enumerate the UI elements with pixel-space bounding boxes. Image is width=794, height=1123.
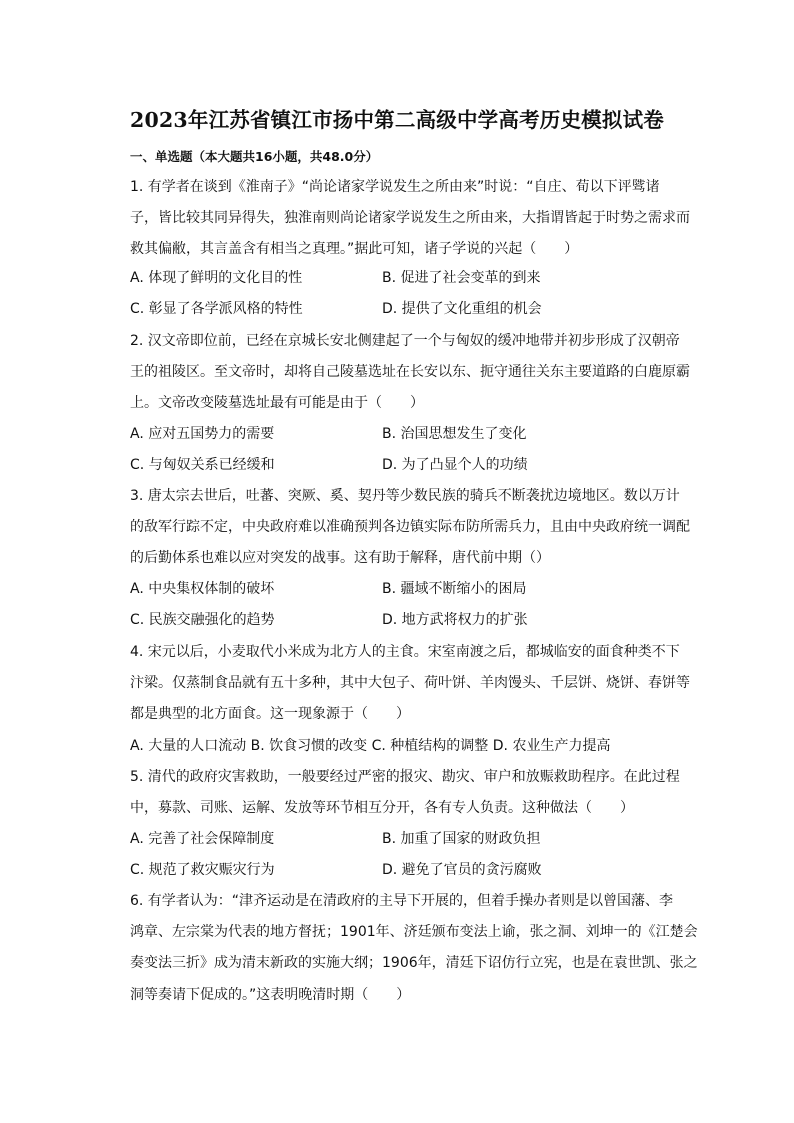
question-5-option-b[interactable]: B. 加重了国家的财政负担 xyxy=(382,831,541,847)
question-2-option-d[interactable]: D. 为了凸显个人的功绩 xyxy=(382,457,528,473)
question-3-option-b[interactable]: B. 疆域不断缩小的困局 xyxy=(382,581,527,597)
question-1-line-2: 子，皆比较其同异得失，独淮南则尚论诸家学说发生之所由来，大指谓皆起于时势之需求而 xyxy=(130,210,690,226)
question-2-line-3: 上。文帝改变陵墓选址最有可能是由于（ ） xyxy=(130,395,424,411)
question-5-line-2: 中，募款、司账、运解、发放等环节相互分开，各有专人负责。这种做法（ ） xyxy=(130,800,634,816)
question-3-option-a[interactable]: A. 中央集权体制的破坏 xyxy=(130,581,275,597)
question-2-line-1: 2. 汉文帝即位前，已经在京城长安北侧建起了一个与匈奴的缓冲地带并初步形成了汉朝帝 xyxy=(130,333,680,349)
question-5-option-a[interactable]: A. 完善了社会保障制度 xyxy=(130,831,275,847)
question-4-options[interactable]: A. 大量的人口流动 B. 饮食习惯的改变 C. 种植结构的调整 D. 农业生产力提高 xyxy=(130,738,611,754)
question-1-option-b[interactable]: B. 促进了社会变革的到来 xyxy=(382,270,541,286)
question-3-line-3: 的后勤体系也难以应对突发的战事。这有助于解释，唐代前中期（） xyxy=(130,550,550,566)
question-1-option-d[interactable]: D. 提供了文化重组的机会 xyxy=(382,301,542,317)
question-5-option-d[interactable]: D. 避免了官员的贪污腐败 xyxy=(382,862,542,878)
question-3-line-1: 3. 唐太宗去世后，吐蕃、突厥、奚、契丹等少数民族的骑兵不断袭扰边境地区。数以万计 xyxy=(130,488,680,504)
question-5-option-c[interactable]: C. 规范了救灾赈灾行为 xyxy=(130,862,275,878)
question-2-option-c[interactable]: C. 与匈奴关系已经缓和 xyxy=(130,457,275,473)
question-4-line-2: 汴梁。仅蒸制食品就有五十多种，其中大包子、荷叶饼、羊肉馒头、千层饼、烧饼、春饼等 xyxy=(130,675,690,691)
question-1-line-1: 1. 有学者在谈到《淮南子》“尚论诸家学说发生之所由来”时说：“自庄、荀以下评骘诸 xyxy=(130,179,660,195)
question-5-line-1: 5. 清代的政府灾害救助，一般要经过严密的报灾、勘灾、审户和放赈救助程序。在此过程 xyxy=(130,769,680,785)
question-3-option-d[interactable]: D. 地方武将权力的扩张 xyxy=(382,612,528,628)
question-1-option-c[interactable]: C. 彰显了各学派风格的特性 xyxy=(130,301,303,317)
question-6-line-1: 6. 有学者认为：“津齐运动是在清政府的主导下开展的，但着手操办者则是以曾国藩、李 xyxy=(130,893,674,909)
question-6-line-2: 鸿章、左宗棠为代表的地方督抚；1901年、济廷颁布变法上谕，张之洞、刘坤一的《江楚会 xyxy=(130,924,698,940)
question-3-option-c[interactable]: C. 民族交融强化的趋势 xyxy=(130,612,275,628)
question-2-line-2: 王的祖陵区。至文帝时，却将自己陵墓选址在长安以东、扼守通往关东主要道路的白鹿原霸 xyxy=(130,364,690,380)
question-4-line-1: 4. 宋元以后，小麦取代小米成为北方人的主食。宋室南渡之后，都城临安的面食种类不下 xyxy=(130,644,680,660)
exam-title: 2023年江苏省镇江市扬中第二高级中学高考历史模拟试卷 xyxy=(130,108,664,132)
question-1-line-3: 救其偏敝，其言盖含有相当之真理。”据此可知，诸子学说的兴起（ ） xyxy=(130,241,579,257)
question-3-line-2: 的敌军行踪不定，中央政府难以准确预判各边镇实际布防所需兵力，且由中央政府统一调配 xyxy=(130,519,690,535)
question-6-line-4: 洞等奏请下促成的。”这表明晚清时期（ ） xyxy=(130,987,411,1003)
question-6-line-3: 奏变法三折》成为清末新政的实施大纲；1906年，清廷下诏仿行立宪，也是在袁世凯、张之 xyxy=(130,955,698,971)
question-2-option-b[interactable]: B. 治国思想发生了变化 xyxy=(382,426,527,442)
question-2-option-a[interactable]: A. 应对五国势力的需要 xyxy=(130,426,275,442)
question-1-option-a[interactable]: A. 体现了鲜明的文化目的性 xyxy=(130,270,303,286)
question-4-line-3: 都是典型的北方面食。这一现象源于（ ） xyxy=(130,706,410,722)
section-heading: 一、单选题（本大题共16小题，共48.0分） xyxy=(130,149,379,164)
